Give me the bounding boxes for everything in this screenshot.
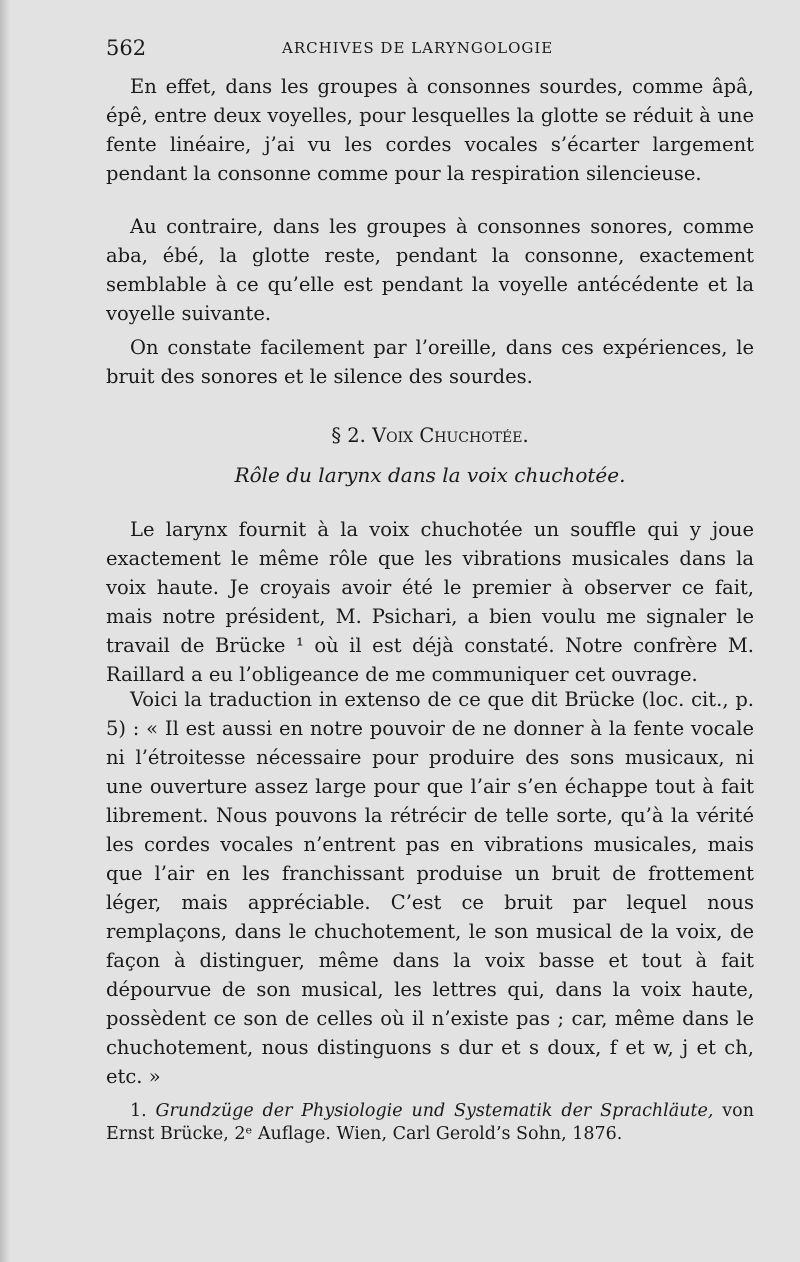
paragraph bbox=[106, 515, 754, 689]
paragraph-text: Au contraire, dans les groupes à consonnes sonores, comme aba, ébé, la glotte reste, pendant la consonne, exactement semblable à ce qu’elle est pendant la voyelle antécédente et la voyelle suivante. bbox=[106, 215, 754, 325]
footnote-book-title: Grundzüge der Physiologie und Systematik der Sprachläute, bbox=[155, 1101, 714, 1121]
paragraph-text: Voici la traduction in extenso de ce que dit Brücke (loc. cit., p. 5) : « Il est aussi en notre pouvoir de ne donner à la fente vocale ni l’étroitesse nécessaire pour produire des sons musicaux, ni une ouverture assez large pour que l’air s’en échappe tout à fait librement. Nous pouvons la rétrécir de telle sorte, qu’à la vérité les cordes vocales n’entrent pas en vibrations musicales, mais que l’air en les franchissant produise un bruit de frottement léger, mais appréciable. C’est ce bruit par lequel nous remplaçons, dans le chuchotement, le son musical de la voix, de façon à distinguer, même dans la voix basse et tout à fait dépourvue de son musical, les lettres qui, dans la voix haute, possèdent ce son de celles où il n’existe pas ; car, même dans le chuchotement, nous distinguons s dur et s doux, f et w, j et ch, etc. » bbox=[106, 688, 754, 1088]
paragraph-text: Le larynx fournit à la voix chuchotée un souffle qui y joue exactement le même rôle que les vibrations musicales dans la voix haute. Je croyais avoir été le premier à observer ce fait, mais notre président, M. Psichari, a bien voulu me signaler le travail de Brücke ¹ où il est déjà constaté. Notre confrère M. Raillard a eu l’obligeance de me communiquer cet ouvrage. bbox=[106, 518, 754, 686]
footnote bbox=[106, 1100, 754, 1146]
footnote-marker: 1. bbox=[130, 1101, 147, 1121]
footnote-reference: von Ernst Brücke, 2ᵉ Auflage. Wien, Carl Gerold’s Sohn, 1876. bbox=[106, 1101, 754, 1144]
paragraph bbox=[106, 685, 754, 1091]
page-header bbox=[106, 36, 752, 64]
section-heading bbox=[106, 424, 754, 447]
paragraph bbox=[106, 72, 754, 188]
paragraph-text: On constate facilement par l’oreille, dans ces expériences, le bruit des sonores et le silence des sourdes. bbox=[106, 336, 754, 388]
section-subtitle: Rôle du larynx dans la voix chuchotée. bbox=[234, 463, 626, 487]
page-number: 562 bbox=[106, 36, 147, 60]
section-title: Voix Chuchotée. bbox=[372, 424, 529, 447]
paragraph bbox=[106, 212, 754, 328]
paragraph bbox=[106, 333, 754, 391]
paragraph-text: En effet, dans les groupes à consonnes sourdes, comme âpâ, épê, entre deux voyelles, pour lesquelles la glotte se réduit à une fente linéaire, j’ai vu les cordes vocales s’écarter largement pendant la consonne comme pour la respiration silencieuse. bbox=[106, 75, 754, 185]
running-head: ARCHIVES DE LARYNGOLOGIE bbox=[282, 39, 554, 57]
section-number: § 2. bbox=[331, 424, 366, 447]
